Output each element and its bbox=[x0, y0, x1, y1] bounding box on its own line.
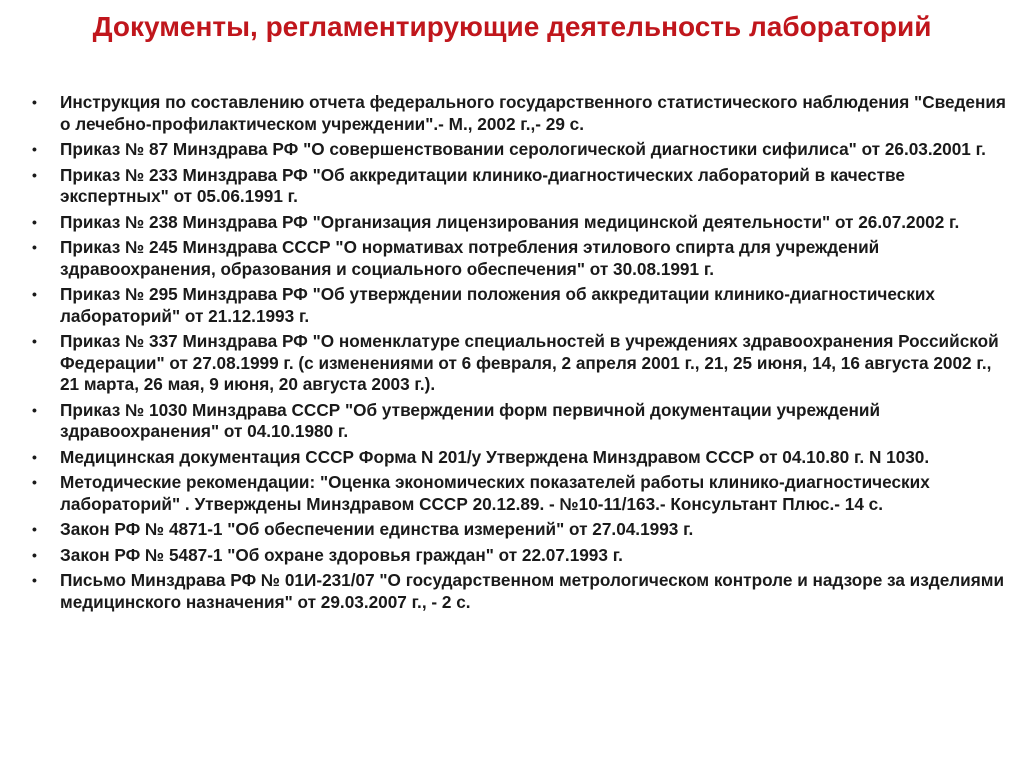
list-item-text: Инструкция по составлению отчета федерального государственного статистического наблюдения "Сведения о лечебно-профилактическом учреждении".- М., 2002 г.,- 29 с. bbox=[60, 92, 1006, 134]
bullet-icon: • bbox=[32, 239, 37, 255]
list-item-text: Приказ № 233 Минздрава РФ "Об аккредитации клинико-диагностических лабораторий в качестве экспертных" от 05.06.1991 г. bbox=[60, 164, 905, 206]
bullet-icon: • bbox=[32, 333, 37, 349]
list-item-text: Приказ № 245 Минздрава СССР "О нормативах потребления этилового спирта для учреждений здравоохранения, образования и социального обеспечения" от 30.08.1991 г. bbox=[60, 237, 880, 279]
list-item bbox=[30, 165, 1010, 208]
bullet-icon: • bbox=[32, 94, 37, 110]
list-item bbox=[30, 284, 1010, 327]
list-item-text: Закон РФ № 5487-1 "Об охране здоровья граждан" от 22.07.1993 г. bbox=[60, 544, 623, 565]
bullet-icon: • bbox=[32, 166, 37, 183]
list-item-text: Закон РФ № 4871-1 "Об обеспечении единства измерений" от 27.04.1993 г. bbox=[60, 519, 694, 539]
document-list bbox=[30, 92, 1010, 617]
bullet-icon: • bbox=[32, 521, 37, 537]
list-item bbox=[30, 545, 1010, 567]
list-item bbox=[30, 447, 1010, 469]
bullet-icon: • bbox=[32, 572, 37, 588]
list-item bbox=[30, 237, 1010, 280]
list-item-text: Медицинская документация СССР Форма N 201/у Утверждена Минздравом СССР от 04.10.80 г. N 1030. bbox=[60, 446, 930, 467]
list-item bbox=[30, 570, 1010, 613]
list-item bbox=[30, 139, 1010, 161]
slide-title: Документы, регламентирующие деятельность лабораторий bbox=[92, 11, 932, 42]
list-item-text: Письмо Минздрава РФ № 01И-231/07 "О государственном метрологическом контроле и надзоре за изделиями медицинского назначения" от 29.03.2007 г., - 2 с. bbox=[60, 570, 1005, 612]
list-item bbox=[30, 519, 1010, 541]
bullet-icon: • bbox=[32, 474, 37, 490]
bullet-icon: • bbox=[32, 448, 37, 465]
list-item bbox=[30, 400, 1010, 443]
bullet-icon: • bbox=[32, 401, 37, 418]
list-item-text: Приказ № 87 Минздрава РФ "О совершенствовании серологической диагностики сифилиса" от 26.03.2001 г. bbox=[60, 139, 986, 159]
list-item-text: Приказ № 1030 Минздрава СССР "Об утверждении форм первичной документации учреждений здравоохранения" от 04.10.1980 г. bbox=[60, 399, 881, 441]
bullet-icon: • bbox=[32, 286, 37, 302]
list-item bbox=[30, 92, 1010, 135]
list-item bbox=[30, 331, 1010, 396]
list-item-text: Приказ № 337 Минздрава РФ "О номенклатуре специальностей в учреждениях здравоохранения Российской Федерации" от 27.08.1999 г. (с изменениями от 6 февраля, 2 апреля 2001 г., 21, 25 июня, 14, 16 августа 2002 г., 21 марта, 26 мая, 9 июня, 20 августа 2003 г.). bbox=[60, 331, 999, 394]
list-item-text: Приказ № 295 Минздрава РФ "Об утверждении положения об аккредитации клинико-диагностических лабораторий" от 21.12.1993 г. bbox=[60, 284, 935, 326]
bullet-icon: • bbox=[32, 546, 37, 563]
bullet-icon: • bbox=[32, 141, 37, 157]
list-item-text: Приказ № 238 Минздрава РФ "Организация лицензирования медицинской деятельности" от 26.07.2002 г. bbox=[60, 211, 960, 232]
list-item bbox=[30, 472, 1010, 515]
bullet-icon: • bbox=[32, 213, 37, 230]
list-item-text: Методические рекомендации: "Оценка экономических показателей работы клинико-диагностических лабораторий" . Утверждены Минздравом СССР 20.12.89. - №10-11/163.- Консультант Плюс.- 14 с. bbox=[60, 472, 930, 514]
list-item bbox=[30, 212, 1010, 234]
